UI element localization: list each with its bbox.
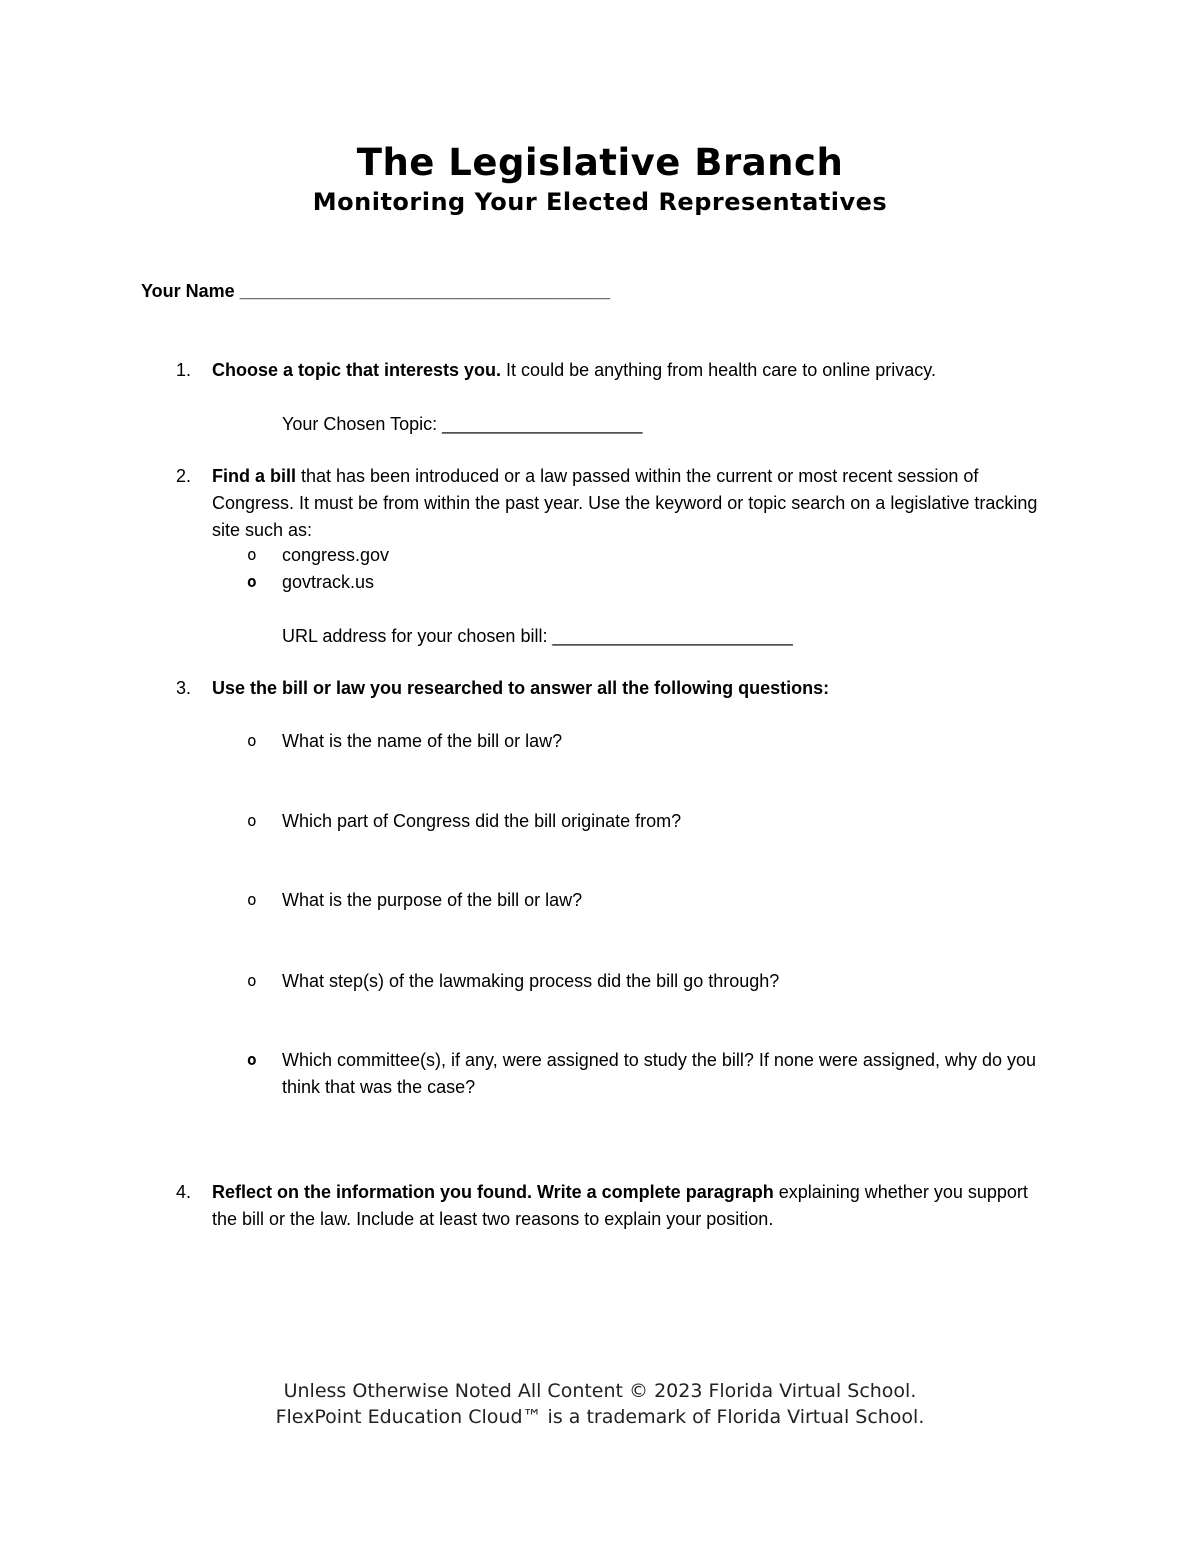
sub-question: Which committee(s), if any, were assigned to study the bill? If none were assigned, why do you think that was the case? bbox=[282, 1050, 1037, 1097]
site-item-congress: congress.gov bbox=[282, 545, 390, 565]
question-bold-text: Use the bill or law you researched to answer all the following questions: bbox=[212, 678, 830, 698]
bill-url-label: URL address for your chosen bill: bbox=[282, 626, 548, 646]
question-rest-text: It could be anything from health care to online privacy. bbox=[501, 360, 936, 380]
sub-question: What is the name of the bill or law? bbox=[282, 731, 563, 751]
question-number: 1. bbox=[176, 360, 192, 380]
name-field bbox=[141, 278, 610, 305]
chosen-topic-label: Your Chosen Topic: bbox=[282, 414, 438, 434]
bullet-icon: o bbox=[247, 890, 257, 909]
question-bold-text: Find a bill bbox=[212, 466, 296, 486]
question-bold-text: Choose a topic that interests you. bbox=[212, 360, 502, 380]
bullet-icon: o bbox=[247, 1050, 257, 1069]
page-title: The Legislative Branch bbox=[356, 141, 844, 184]
site-item-govtrack: govtrack.us bbox=[282, 572, 375, 592]
question-bold-text: Reflect on the information you found. Write a complete paragraph bbox=[212, 1182, 774, 1202]
sub-question: Which part of Congress did the bill originate from? bbox=[282, 811, 682, 831]
bullet-icon: o bbox=[247, 811, 257, 830]
question-number: 3. bbox=[176, 678, 192, 698]
bullet-icon: o bbox=[247, 572, 257, 591]
bullet-icon: o bbox=[247, 545, 257, 564]
question-number: 2. bbox=[176, 466, 192, 486]
question-text bbox=[212, 1179, 1056, 1233]
copyright-footer bbox=[0, 1378, 1200, 1430]
name-blank: _____________________________________ bbox=[239, 281, 611, 301]
question-rest-text: explaining whether you support the bill or the law. Include at least two reasons to explain your position. bbox=[212, 1182, 1028, 1229]
chosen-topic-field bbox=[282, 411, 642, 438]
chosen-topic-blank: ____________________ bbox=[442, 414, 643, 434]
page-subtitle: Monitoring Your Elected Representatives bbox=[312, 188, 888, 216]
sub-question: What is the purpose of the bill or law? bbox=[282, 890, 583, 910]
question-number: 4. bbox=[176, 1182, 192, 1202]
bill-url-blank: ________________________ bbox=[552, 626, 793, 646]
footer-line-2: FlexPoint Education Cloud™ is a trademark of Florida Virtual School. bbox=[275, 1406, 925, 1428]
bullet-icon: o bbox=[247, 971, 257, 990]
question-rest-text: that has been introduced or a law passed within the current or most recent session of Congress. It must be from within the past year. Use the keyword or topic search on a legislative tracking site such as: bbox=[212, 466, 1038, 540]
bullet-icon: o bbox=[247, 731, 257, 750]
sub-question: What step(s) of the lawmaking process did the bill go through? bbox=[282, 971, 780, 991]
name-label: Your Name bbox=[141, 281, 235, 301]
footer-line-1: Unless Otherwise Noted All Content © 2023 Florida Virtual School. bbox=[283, 1380, 917, 1402]
bill-url-field bbox=[282, 623, 793, 650]
question-text bbox=[212, 357, 1056, 384]
question-text bbox=[212, 463, 1056, 544]
